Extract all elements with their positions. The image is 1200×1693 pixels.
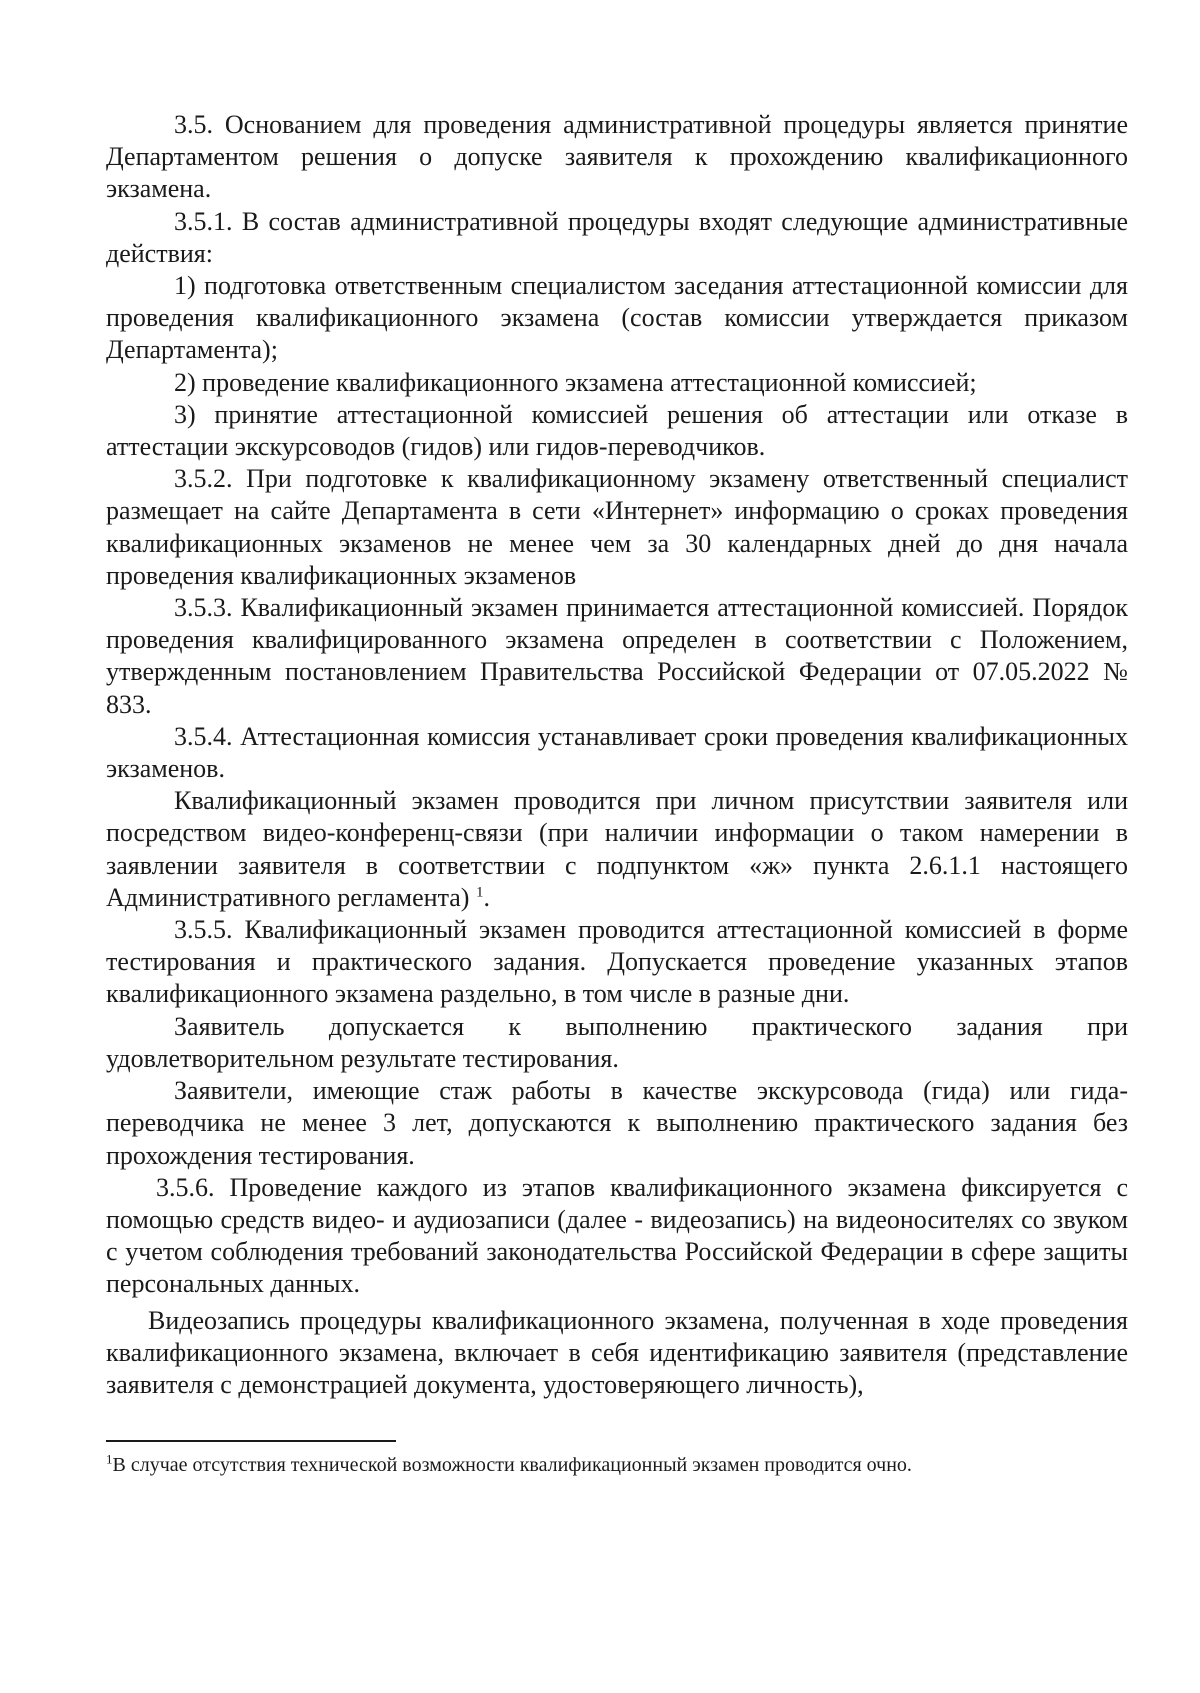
footnote-text: В случае отсутствия технической возможности квалификационный экзамен проводится очно. — [112, 1454, 912, 1476]
document-body — [106, 109, 1128, 1401]
paragraph-applicant-admission: Заявитель допускается к выполнению практического задания при удовлетворительном результате тестирования. — [106, 1011, 1128, 1073]
paragraph-video-recording: Видеозапись процедуры квалификационного экзамена, полученная в ходе проведения квалификационного экзамена, включает в себя идентификацию заявителя (представление заявителя с демонстрацией документа, удостоверяющего личность), — [106, 1305, 1128, 1399]
paragraph-3-5-3: 3.5.3. Квалификационный экзамен принимается аттестационной комиссией. Порядок проведения квалифицированного экзамена определен в соответствии с Положением, утвержденным постановлением Правительства Российской Федерации от 07.05.2022 № 833. — [106, 593, 1128, 719]
paragraph-3-5: 3.5. Основанием для проведения административной процедуры является принятие Департаментом решения о допуске заявителя к прохождению квалификационного экзамена. — [106, 110, 1128, 204]
footnote-reference: 1 — [475, 884, 484, 901]
paragraph-experienced-applicants: Заявители, имеющие стаж работы в качестве экскурсовода (гида) или гида-переводчика не менее 3 лет, допускаются к выполнению практического задания без прохождения тестирования. — [106, 1076, 1128, 1170]
footnote-separator — [106, 1440, 396, 1442]
paragraph-3-5-2: 3.5.2. При подготовке к квалификационному экзамену ответственный специалист размещает на сайте Департамента в сети «Интернет» информацию о сроках проведения квалификационных экзаменов не менее чем за 30 календарных дней до дня начала проведения квалификационных экзаменов — [106, 464, 1128, 590]
list-item-1: 1) подготовка ответственным специалистом заседания аттестационной комиссии для проведения квалификационного экзамена (состав комиссии утверждается приказом Департамента); — [106, 271, 1128, 365]
list-item-2: 2) проведение квалификационного экзамена аттестационной комиссией; — [174, 367, 977, 397]
paragraph-3-5-1: 3.5.1. В состав административной процедуры входят следующие административные действия: — [106, 206, 1128, 268]
paragraph-exam-attendance-tail: . — [483, 882, 490, 912]
footnote — [106, 1452, 1128, 1478]
paragraph-3-5-4: 3.5.4. Аттестационная комиссия устанавливает сроки проведения квалификационных экзаменов. — [106, 721, 1128, 784]
list-item-3: 3) принятие аттестационной комиссией решения об аттестации или отказе в аттестации экскурсоводов (гидов) или гидов-переводчиков. — [106, 399, 1128, 462]
footnote-marker: 1 — [106, 1451, 113, 1467]
paragraph-3-5-6: 3.5.6. Проведение каждого из этапов квалификационного экзамена фиксируется с помощью средств видео- и аудиозаписи (далее - видеозапись) на видеоносителях со звуком с учетом соблюдения требований законодательства Российской Федерации в сфере защиты персональных данных. — [106, 1172, 1128, 1299]
paragraph-exam-attendance-text: Квалификационный экзамен проводится при личном присутствии заявителя или посредством видео-конференц-связи (при наличии информации о таком намерении в заявлении заявителя в соответствии с подпунктом «ж» пункта 2.6.1.1 настоящего Административного регламента) — [106, 786, 1128, 912]
paragraph-exam-attendance — [106, 785, 1128, 914]
paragraph-3-5-5: 3.5.5. Квалификационный экзамен проводится аттестационной комиссией в форме тестирования и практического задания. Допускается проведение указанных этапов квалификационного экзамена раздельно, в том числе в разные дни. — [106, 915, 1128, 1009]
